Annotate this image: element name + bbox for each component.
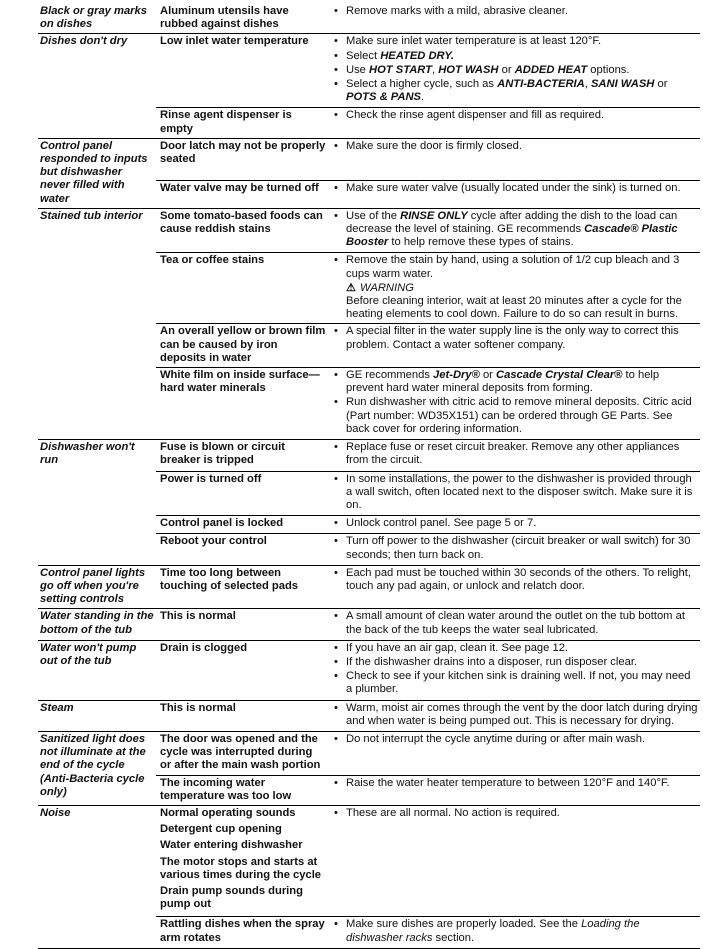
solution-bullet: • A small amount of clean water around the outlet on the tub bottom at the back of the tub keeps the water seal lubricated. xyxy=(332,610,698,636)
warning-block xyxy=(332,282,698,322)
table-row xyxy=(38,609,700,640)
solution-bullet: • Make sure water valve (usually located under the sink) is turned on. xyxy=(332,182,698,195)
solution-cell xyxy=(328,609,700,640)
solution-bullet: • Run dishwasher with citric acid to remove mineral deposits. Citric acid (Part number: WD35X151) can be ordered through GE Parts. See back cover for ordering information. xyxy=(332,396,698,436)
solution-bullet: • In some installations, the power to the dishwasher is provided through a wall switch, often located next to the disposer switch. Make sure it is on. xyxy=(332,473,698,513)
solution-bullet: • Each pad must be touched within 30 seconds of the others. To relight, touch any pad again, or unlock and relatch door. xyxy=(332,567,698,593)
cause-cell: This is normal xyxy=(156,609,328,640)
solution-cell xyxy=(328,805,700,916)
solution-bullet: • Turn off power to the dishwasher (circuit breaker or wall switch) for 30 seconds; then turn back on. xyxy=(332,535,698,561)
solution-bullet: • These are all normal. No action is required. xyxy=(332,807,698,820)
cycle-name: ANTI-BACTERIA xyxy=(497,78,585,91)
warning-text: Before cleaning interior, wait at least 20 minutes after a cycle for the heating elements to cool down. Failure to do so can result in burns. xyxy=(346,295,682,321)
cause-cell: Time too long between touching of selected pads xyxy=(156,565,328,609)
problem-cell: Black or gray marks on dishes xyxy=(40,5,147,31)
solution-cell xyxy=(328,180,700,208)
solution-bullet: • Use HOT START, HOT WASH or ADDED HEAT options. xyxy=(332,64,698,77)
problem-cell: Sanitized light does not illuminate at the end of the cycle (Anti-Bacteria cycle only) xyxy=(38,731,156,805)
solution-cell xyxy=(328,775,700,805)
cause-cell: The incoming water temperature was too low xyxy=(156,775,328,805)
option-name: HEATED DRY. xyxy=(380,49,454,62)
table-row xyxy=(38,805,700,916)
problem-cell: Stained tub interior xyxy=(38,208,156,439)
solution-cell xyxy=(328,640,700,700)
solution-cell xyxy=(328,565,700,609)
solution-bullet: • Select HEATED DRY. xyxy=(332,50,698,63)
cause-cell: Fuse is blown or circuit breaker is tripped xyxy=(156,440,328,471)
solution-cell xyxy=(328,440,700,471)
solution-bullet: • A special filter in the water supply line is the only way to correct this problem. Contact a water softener company. xyxy=(332,325,698,351)
table-row xyxy=(38,4,700,34)
cause-cell: Power is turned off xyxy=(156,471,328,516)
cause-cell: An overall yellow or brown film can be caused by iron deposits in water xyxy=(156,324,328,368)
cause-cell: The door was opened and the cycle was interrupted during or after the main wash portion xyxy=(156,731,328,775)
cause-cell: Control panel is locked xyxy=(156,516,328,534)
cause-item: Water entering dishwasher xyxy=(160,839,303,852)
section-reference: Loading the dishwasher racks xyxy=(346,918,640,944)
solution-bullet: • Select a higher cycle, such as ANTI-BACTERIA, SANI WASH or POTS & PANS. xyxy=(332,78,698,104)
cause-cell: This is normal xyxy=(156,700,328,731)
problem-cell: Dishes don't dry xyxy=(38,34,156,138)
cause-cell: Rattling dishes when the spray arm rotates xyxy=(156,917,328,948)
cause-cell: Rinse agent dispenser is empty xyxy=(156,108,328,138)
table-row xyxy=(38,208,700,253)
solution-bullet: • Make sure inlet water temperature is at least 120°F. xyxy=(332,35,698,48)
solution-bullet: • Replace fuse or reset circuit breaker. Remove any other appliances from the circuit. xyxy=(332,441,698,467)
problem-cell: Control panel responded to inputs but dishwasher never filled with water xyxy=(38,138,156,208)
cause-cell: Tea or coffee stains xyxy=(156,253,328,324)
warning-icon: ⚠ xyxy=(346,281,357,294)
solution-bullet: • Remove the stain by hand, using a solution of 1/2 cup bleach and 3 cups warm water. xyxy=(332,254,698,280)
solution-cell xyxy=(328,471,700,516)
troubleshooting-table xyxy=(38,4,700,949)
cause-cell: Some tomato-based foods can cause reddish stains xyxy=(156,208,328,253)
solution-bullet: • Raise the water heater temperature to between 120°F and 140°F. xyxy=(332,777,698,790)
solution-bullet: • Check the rinse agent dispenser and fill as required. xyxy=(332,109,698,122)
cause-item: Detergent cup opening xyxy=(160,823,282,836)
cycle-name: POTS & PANS xyxy=(346,91,422,104)
table-row xyxy=(38,138,700,180)
product-name: Cascade Crystal Clear® xyxy=(496,369,623,382)
table-row xyxy=(38,440,700,471)
solution-bullet: • If you have an air gap, clean it. See page 12. xyxy=(332,642,698,655)
solution-cell xyxy=(328,368,700,440)
solution-cell xyxy=(328,253,700,324)
warning-title: WARNING xyxy=(360,281,414,294)
option-name: HOT START xyxy=(369,63,432,76)
cause-cell: Reboot your control xyxy=(156,534,328,565)
solution-cell xyxy=(328,700,700,731)
problem-cell: Dishwasher won't run xyxy=(38,440,156,566)
cause-cell: Door latch may not be properly seated xyxy=(156,138,328,180)
cycle-name: RINSE ONLY xyxy=(400,209,468,222)
solution-cell xyxy=(328,34,700,108)
solution-bullet: • Do not interrupt the cycle anytime during or after main wash. xyxy=(332,733,698,746)
option-name: HOT WASH xyxy=(438,63,499,76)
cause-item: Normal operating sounds xyxy=(160,806,296,819)
product-name: Jet-Dry® xyxy=(433,369,480,382)
solution-cell xyxy=(328,534,700,565)
cause-cell: Low inlet water temperature xyxy=(156,34,328,108)
product-name: Cascade® Plastic Booster xyxy=(346,223,678,249)
table-row xyxy=(38,700,700,731)
solution-bullet: • Remove marks with a mild, abrasive cleaner. xyxy=(332,5,698,18)
solution-cell xyxy=(328,138,700,180)
option-name: ADDED HEAT xyxy=(514,63,588,76)
solution-cell xyxy=(328,516,700,534)
table-row xyxy=(38,565,700,609)
cycle-name: SANI WASH xyxy=(590,78,655,91)
solution-cell xyxy=(328,324,700,368)
solution-bullet: • GE recommends Jet-Dry® or Cascade Crystal Clear® to help prevent hard water mineral deposits from forming. xyxy=(332,369,698,395)
solution-bullet: • Make sure dishes are properly loaded. See the Loading the dishwasher racks section. xyxy=(332,918,698,944)
solution-bullet: • Unlock control panel. See page 5 or 7. xyxy=(332,517,698,530)
problem-cell: Steam xyxy=(38,700,156,731)
solution-bullet: • Use of the RINSE ONLY cycle after adding the dish to the load can decrease the level of staining. GE recommends Cascade® Plastic Booster to help remove these types of stains. xyxy=(332,210,698,250)
problem-cell: Water won't pump out of the tub xyxy=(38,640,156,700)
cause-item: The motor stops and starts at various times during the cycle xyxy=(160,855,322,881)
table-row xyxy=(38,640,700,700)
solution-bullet: • Make sure the door is firmly closed. xyxy=(332,140,698,153)
solution-bullet: • Check to see if your kitchen sink is draining well. If not, you may need a plumber. xyxy=(332,670,698,696)
solution-cell xyxy=(328,208,700,253)
table-row xyxy=(38,34,700,108)
solution-bullet: • Warm, moist air comes through the vent by the door latch during drying and when water is being pumped out. This is necessary for drying. xyxy=(332,702,698,728)
table-row xyxy=(38,731,700,775)
problem-cell: Water standing in the bottom of the tub xyxy=(38,609,156,640)
solution-cell xyxy=(328,108,700,138)
cause-item: Drain pump sounds during pump out xyxy=(160,884,303,911)
problem-cell: Noise xyxy=(38,805,156,948)
problem-cell: Control panel lights go off when you're setting controls xyxy=(38,565,156,609)
solution-cell xyxy=(328,731,700,775)
cause-cell: Drain is clogged xyxy=(156,640,328,700)
solution-bullet: • If the dishwasher drains into a disposer, run disposer clear. xyxy=(332,656,698,669)
solution-cell xyxy=(328,4,700,34)
cause-cell: Water valve may be turned off xyxy=(156,180,328,208)
cause-cell xyxy=(156,805,328,916)
cause-cell: Aluminum utensils have rubbed against dishes xyxy=(160,5,289,31)
solution-cell xyxy=(328,917,700,948)
cause-cell: White film on inside surface—hard water minerals xyxy=(156,368,328,440)
